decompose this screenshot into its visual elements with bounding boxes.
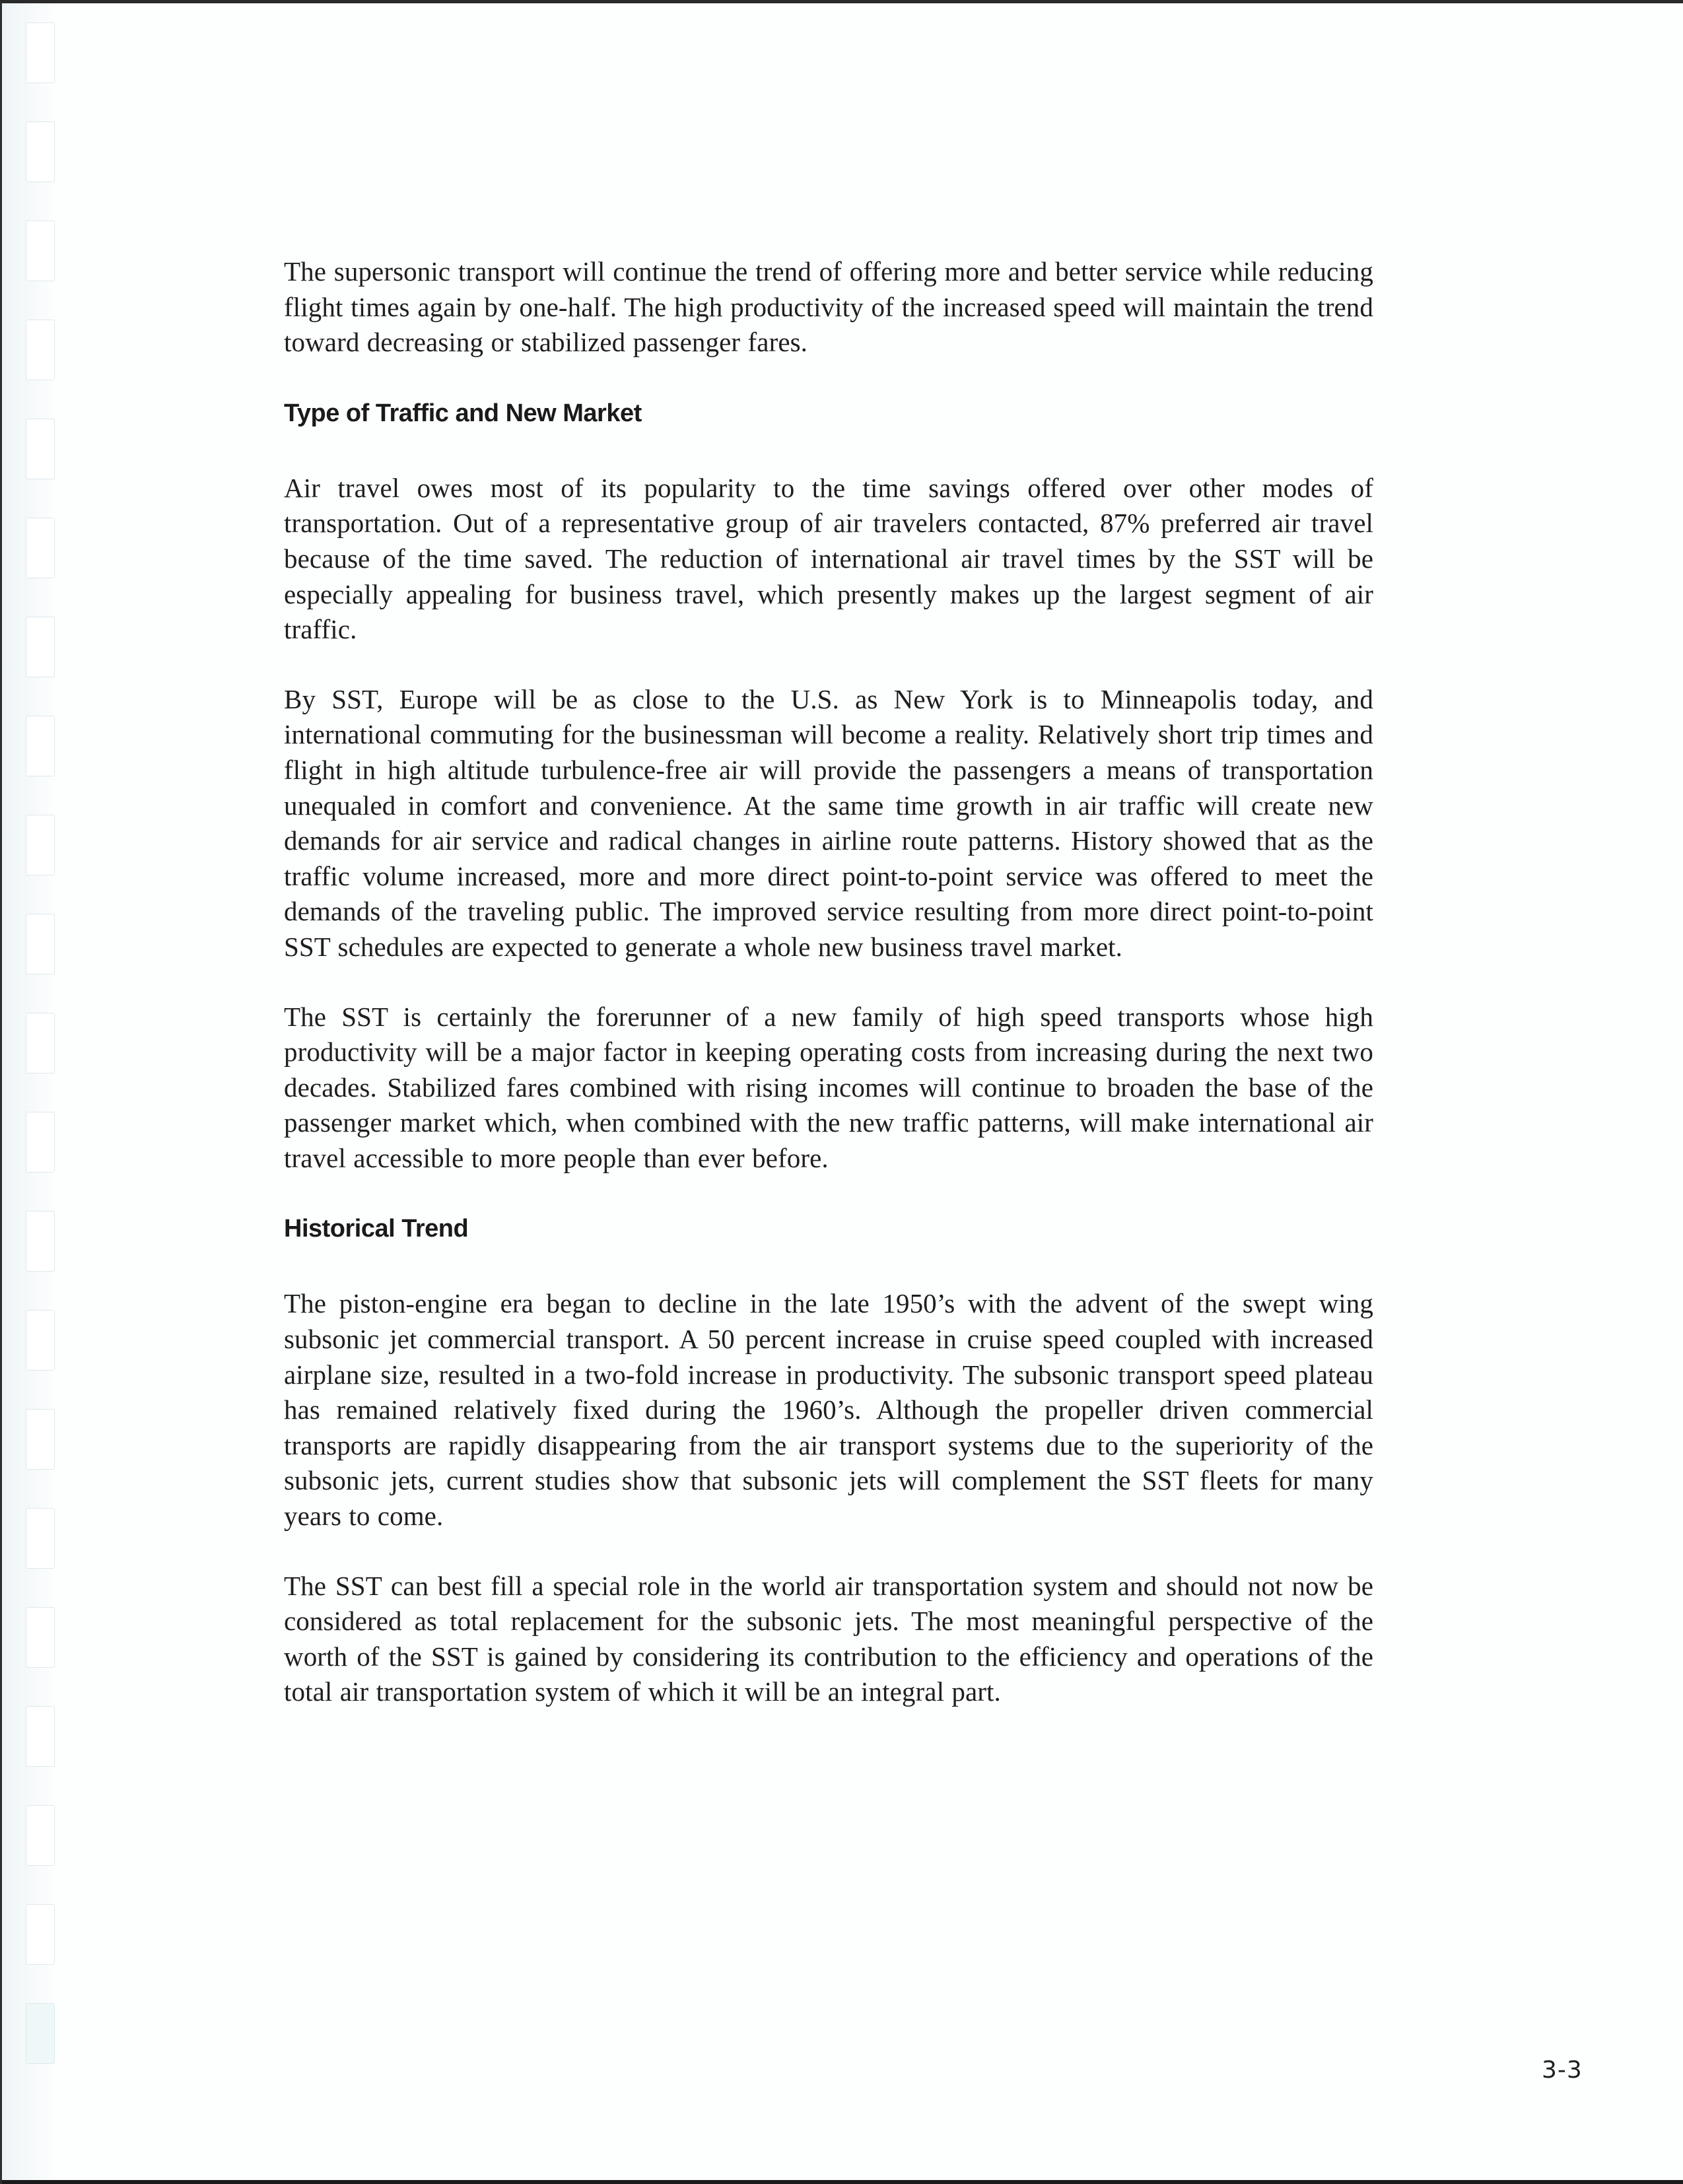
- binding-hole: [26, 2003, 55, 2064]
- binding-hole: [26, 1904, 55, 1965]
- binding-hole: [26, 1508, 55, 1569]
- page-content: [284, 254, 1373, 1710]
- binding-hole: [26, 1013, 55, 1074]
- binding-hole: [26, 419, 55, 479]
- binding-hole: [26, 320, 55, 380]
- binding-hole: [26, 617, 55, 677]
- binding-hole: [26, 914, 55, 974]
- paragraph-sst-special-role: The SST can best fill a special role in the world air transportation system and should not now be considered as total replacement for the subsonic jets. The most meaningful perspective of the worth of the SST is gained by considering its contribution to the efficiency and operations of the total air transportation system of which it will be an integral part.: [284, 1570, 1373, 1707]
- section-heading-historical-trend: Historical Trend: [284, 1215, 469, 1243]
- binding-hole: [26, 1112, 55, 1173]
- binding-hole: [26, 815, 55, 875]
- binding-hole: [26, 22, 55, 83]
- binding-hole: [26, 1805, 55, 1866]
- paragraph-piston-engine-era: The piston-engine era began to decline in the late 1950’s with the advent of the swept wing subsonic jet commercial transport. A 50 percent increase in cruise speed coupled with increased airplane size, resulted in a two-fold increase in productivity. The subsonic transport speed plateau has remained relatively fixed during the 1960’s. Although the propeller driven commercial transports are rapidly disappearing from the air transport systems due to the superiority of the subsonic jets, current studies show that subsonic jets will complement the SST fleets for many years to come.: [284, 1288, 1373, 1532]
- binding-hole: [26, 1607, 55, 1668]
- binding-hole: [26, 121, 55, 182]
- intro-paragraph: The supersonic transport will continue the trend of offering more and better service while reducing flight times again by one-half. The high productivity of the increased speed will maintain the trend toward decreasing or stabilized passenger fares.: [284, 256, 1373, 358]
- binding-hole: [26, 518, 55, 578]
- binding-hole-strip: [26, 22, 56, 2102]
- section-heading-type-of-traffic: Type of Traffic and New Market: [284, 399, 642, 427]
- scan-bottom-edge: [2, 2180, 1683, 2184]
- binding-hole: [26, 716, 55, 776]
- paragraph-air-travel-popularity: Air travel owes most of its popularity to the time savings offered over other modes of transportation. Out of a representative group of air travelers contacted, 87% preferred air travel because of the time saved. The reduction of international air travel times by the SST will be especially appealing for business travel, which presently makes up the largest segment of air traffic.: [284, 472, 1373, 645]
- paragraph-europe-by-sst: By SST, Europe will be as close to the U.S. as New York is to Minneapolis today, and international commuting for the businessman will become a reality. Relatively short trip times and flight in high altitude turbulence-free air will provide the passengers a means of transportation unequaled in comfort and convenience. At the same time growth in air traffic will create new demands for air service and radical changes in airline route patterns. History showed that as the traffic volume increased, more and more direct point-to-point service was offered to meet the demands of the traveling public. The improved service resulting from more direct point-to-point SST schedules are expected to generate a whole new business travel market.: [284, 683, 1373, 962]
- binding-hole: [26, 1706, 55, 1767]
- binding-hole: [26, 1310, 55, 1371]
- paragraph-sst-forerunner: The SST is certainly the forerunner of a new family of high speed transports whose high productivity will be a major factor in keeping operating costs from increasing during the next two decades. Stabilized fares combined with rising incomes will continue to broaden the base of the passenger market which, when combined with the new traffic patterns, will make international air travel accessible to more people than ever before.: [284, 1001, 1373, 1173]
- binding-hole: [26, 221, 55, 281]
- binding-hole: [26, 1211, 55, 1272]
- page-number: 3-3: [1542, 2057, 1583, 2084]
- binding-hole: [26, 1409, 55, 1470]
